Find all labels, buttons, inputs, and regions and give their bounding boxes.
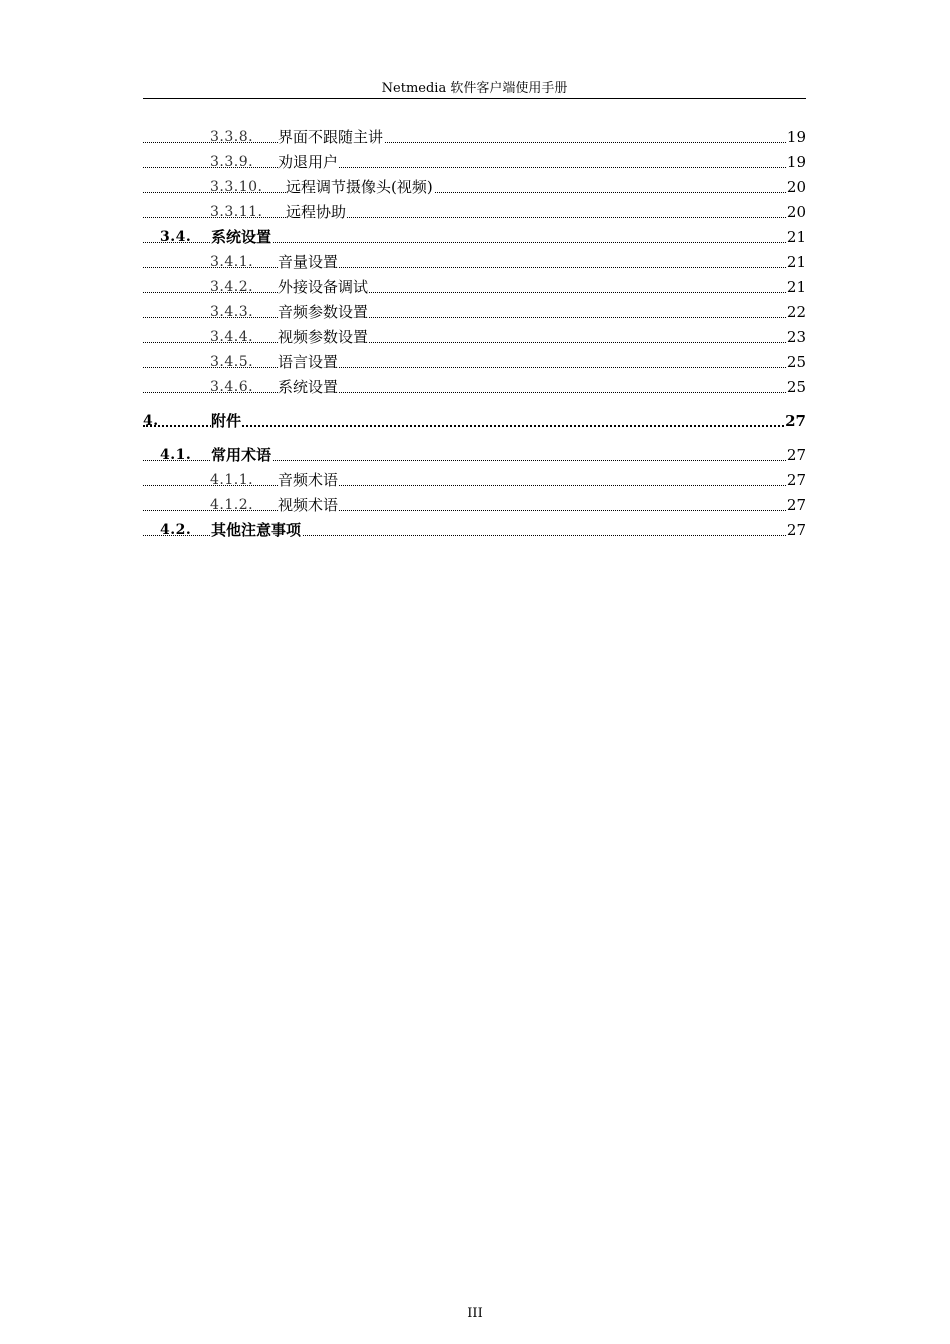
toc-entry-title: 语言设置 [278, 353, 339, 371]
toc-entry-page: 21 [786, 253, 806, 271]
toc-entry-page: 27 [786, 446, 806, 464]
toc-entry-title: 音量设置 [278, 253, 339, 271]
toc-entry-title: 远程协助 [286, 203, 347, 221]
toc-entry-3-4-3[interactable] [143, 302, 806, 322]
toc-entry-3-4-2[interactable] [143, 277, 806, 297]
toc-entry-3-3-8[interactable] [143, 127, 806, 147]
toc-entry-number: 4.1. [160, 447, 192, 463]
toc-entry-title: 远程调节摄像头(视频) [286, 178, 433, 196]
toc-entry-title: 系统设置 [211, 228, 272, 246]
toc-entry-title: 视频术语 [278, 496, 339, 514]
toc-entry-number: 3.4.6. [210, 379, 254, 395]
toc-entry-title: 外接设备调试 [278, 278, 369, 296]
toc-entry-number: 3.3.8. [210, 129, 254, 145]
toc-entry-3-4-4[interactable] [143, 327, 806, 347]
toc-entry-page: 25 [786, 353, 806, 371]
toc-entry-title: 音频参数设置 [278, 303, 369, 321]
toc-entry-number: 3.4. [160, 229, 192, 245]
toc-entry-title: 劝退用户 [278, 153, 339, 171]
toc-entry-number: 3.4.1. [210, 254, 254, 270]
toc-entry-page: 19 [786, 153, 806, 171]
toc-entry-3-4-5[interactable] [143, 352, 806, 372]
toc-entry-3-3-9[interactable] [143, 152, 806, 172]
toc-entry-page: 23 [786, 328, 806, 346]
toc-entry-number: 4.2. [160, 522, 192, 538]
toc-entry-number: 3.3.9. [210, 154, 254, 170]
header-rule [143, 98, 806, 99]
toc-entry-4-2[interactable] [143, 520, 806, 540]
toc-entry-3-4-6[interactable] [143, 377, 806, 397]
toc-entry-number: 3.3.11. [210, 204, 263, 220]
toc-entry-number: 4.1.2. [210, 497, 254, 513]
toc-entry-page: 19 [786, 128, 806, 146]
toc-entry-number: 3.4.2. [210, 279, 254, 295]
toc-entry-number: 4.1.1. [210, 472, 254, 488]
page-number: III [467, 1306, 483, 1321]
toc-entry-number: 3.4.5. [210, 354, 254, 370]
toc-entry-page: 20 [786, 178, 806, 196]
toc-entry-page: 27 [786, 471, 806, 489]
toc-entry-number: 3.4.4. [210, 329, 254, 345]
toc-entry-title: 音频术语 [278, 471, 339, 489]
toc-entry-page: 22 [786, 303, 806, 321]
toc-entry-3-3-11[interactable] [143, 202, 806, 222]
toc-entry-page: 20 [786, 203, 806, 221]
toc-entry-3-4-1[interactable] [143, 252, 806, 272]
toc-entry-number: 4. [143, 413, 159, 429]
toc-entry-page: 27 [786, 521, 806, 539]
toc-entry-page: 21 [786, 278, 806, 296]
toc-entry-4-1[interactable] [143, 445, 806, 465]
toc-entry-number: 3.3.10. [210, 179, 263, 195]
toc-entry-title: 系统设置 [278, 378, 339, 396]
toc-entry-title: 视频参数设置 [278, 328, 369, 346]
toc-entry-4-1-2[interactable] [143, 495, 806, 515]
toc-entry-title: 界面不跟随主讲 [278, 128, 384, 146]
toc-entry-3-3-10[interactable] [143, 177, 806, 197]
toc-entry-3-4[interactable] [143, 227, 806, 247]
toc-entry-page: 25 [786, 378, 806, 396]
toc-entry-page: 21 [786, 228, 806, 246]
toc-entry-number: 3.4.3. [210, 304, 254, 320]
running-header: Netmedia 软件客户端使用手册 [381, 81, 568, 96]
toc-entry-page: 27 [786, 496, 806, 514]
toc-entry-4-1-1[interactable] [143, 470, 806, 490]
toc-entry-title: 常用术语 [211, 446, 272, 464]
toc-entry-title: 附件 [211, 412, 242, 430]
toc-entry-title: 其他注意事项 [211, 521, 302, 539]
toc-entry-page: 27 [785, 412, 806, 430]
toc-entry-4[interactable] [143, 411, 806, 431]
